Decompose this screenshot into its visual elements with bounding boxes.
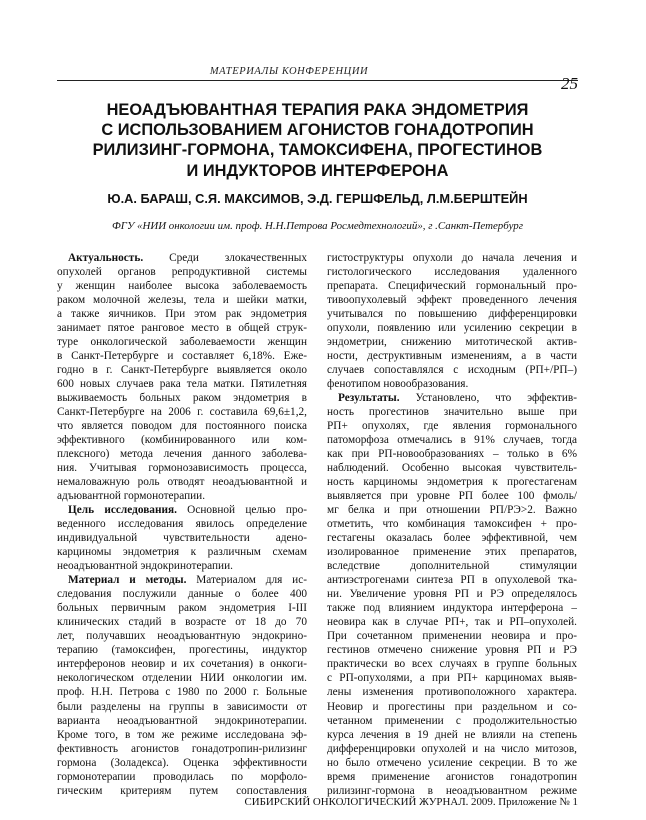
paragraph-line: вследствие дополнительной стимуляции xyxy=(327,560,577,573)
section-heading-aim: Цель исследования. xyxy=(68,504,177,517)
authors: Ю.А. БАРАШ, С.Я. МАКСИМОВ, Э.Д. ГЕРШФЕЛЬД, Л.М.БЕРШТЕЙН xyxy=(107,191,528,206)
paragraph-line: плексного) метода лечения данного заболева- xyxy=(57,448,307,461)
paragraph-line: варианта неоадъювантной эндокринотерапии. xyxy=(57,714,307,727)
paragraph-line: Неовир и прогестины при раздельном и со- xyxy=(327,700,577,713)
title-line: РИЛИЗИНГ-ГОРМОНА, ТАМОКСИФЕНА, ПРОГЕСТИНОВ xyxy=(92,141,543,160)
section-heading-relevance: Актуальность. xyxy=(68,252,144,264)
paragraph-line: гистоструктуры опухоли до начала лечения и xyxy=(327,252,577,264)
paragraph-line: а также яичников. При этом рак эндометрия xyxy=(57,308,307,321)
paragraph-line: следования послужили данные о более 400 xyxy=(57,588,307,601)
paragraph-line: некологическом отделении НИИ онкологии им. xyxy=(57,672,307,685)
paragraph-line: с РП-опухолями, а при РП+ карциномах выяв- xyxy=(327,672,577,685)
paragraph-line: патоморфоза отмечались в 91% случаев, тогда xyxy=(327,434,577,447)
paragraph-line: дифференцировки опухолей и на число митозов, xyxy=(327,742,577,755)
paragraph-line: но было отмечено усиление секреции. В то же xyxy=(327,756,577,769)
paragraph-line: препарата. Специфический гормональный про- xyxy=(327,280,577,293)
paragraph-line: фективность агонистов гонадотропин-рилизинг xyxy=(57,742,307,755)
paragraph-line: опухолей органов репродуктивной системы xyxy=(57,266,307,279)
page-number: 25 xyxy=(561,74,578,93)
paragraph-line: гестинов отмечено снижение уровня РП и РЭ xyxy=(327,644,577,657)
paragraph-line: клинических стадий в возрасте от 18 до 70 xyxy=(57,616,307,629)
paragraph-line: лены изменения противоположного характера. xyxy=(327,686,577,699)
paragraph-line: ности, деструктивным изменениям, а в части xyxy=(327,350,577,363)
paragraph-line: адъювантной гормонотерапии. xyxy=(57,490,206,503)
paragraph-line: ность прогестинов значительно выше при xyxy=(327,406,577,419)
header-divider xyxy=(57,80,578,81)
paragraph-line: отметить, что комбинация тамоксифен + про- xyxy=(327,518,577,531)
paragraph-line: При сочетанном применении неовира и про- xyxy=(327,630,577,643)
section-heading-methods: Материал и методы. xyxy=(68,574,187,587)
paragraph-line: индивидуальной чувствительности адено- xyxy=(57,532,307,545)
paragraph-line: веденного исследования явилось определение xyxy=(57,518,307,531)
paragraph-line: годно в г. Санкт-Петербурге выявляется около xyxy=(57,364,307,377)
paragraph-line: время применение агонистов гонадотропин xyxy=(327,770,577,783)
paragraph-line: в Санкт-Петербурге и составляет 6,18%. Еже- xyxy=(57,350,307,363)
paragraph-line: случаев сопоставлялся с исходным (РП+/РП–) xyxy=(327,364,577,377)
section-heading-results: Результаты. xyxy=(338,392,400,405)
article-title xyxy=(57,100,578,181)
paragraph-line: что является поводом для постоянного поиска xyxy=(57,420,307,433)
paragraph-line: терапию (тамоксифен, прогестины, индуктор xyxy=(57,644,307,657)
paragraph-line: гическим критериям путем сопоставления xyxy=(57,784,307,797)
paragraph-line: гестагены оказалась более эффективной, чем xyxy=(327,532,577,545)
paragraph-line: неовира как в случае РП+, так и РП–опухолей. xyxy=(327,616,577,629)
paragraph-line: Цель исследования. Основной целью про- xyxy=(68,504,307,517)
paragraph-line: наблюдений. Особенно высокая чувствитель- xyxy=(327,462,577,475)
title-line: НЕОАДЪЮВАНТНАЯ ТЕРАПИЯ РАКА ЭНДОМЕТРИЯ xyxy=(106,101,529,119)
paragraph-line: эффективного (комбинированного или ком- xyxy=(57,434,307,447)
paragraph-line: интерферонов неовир и их сочетания) в онкоги- xyxy=(57,658,307,671)
paragraph-line: гормона (Золадекса). Оценка эффективности xyxy=(57,756,307,769)
paragraph-line: антиэстрогенами синтеза РП в опухолевой тка- xyxy=(327,574,577,587)
paragraph-line: как при РП-новообразованиях – только в 6% xyxy=(327,448,577,461)
paragraph-line: изолированное применение этих препаратов, xyxy=(327,546,577,559)
paragraph-line: выживаемость больных раком эндометрия в xyxy=(57,392,307,405)
paragraph-line: Актуальность. Среди злокачественных xyxy=(68,252,307,264)
paragraph-line: мг белка и при отношении РП/РЭ>2. Важно xyxy=(327,504,577,517)
paragraph-line: тивоопухолевый эффект проведенного лечения xyxy=(327,294,577,307)
paragraph-line: гормонотерапии проводилась по морфоло- xyxy=(57,770,307,783)
paragraph-line: неоадъювантной эндокринотерапии. xyxy=(57,560,233,573)
paragraph-line: у женщин наиболее высока заболеваемость xyxy=(57,280,307,293)
paragraph-line: гистологического исследования удаленного xyxy=(327,266,577,279)
paragraph-line: занимает пятое ранговое место в общей струк- xyxy=(57,322,307,335)
paragraph-line: были разделены на группы в зависимости от xyxy=(57,700,307,713)
paragraph-line: учитывался по повышению дифференцировки xyxy=(327,308,577,321)
paragraph-line: туре онкологической заболеваемости женщин xyxy=(57,336,307,349)
paragraph-line: также под влиянием индуктора интерферона – xyxy=(327,602,577,615)
paragraph-line: Материал и методы. Материалом для ис- xyxy=(68,574,307,587)
paragraph-line: выявляется при уровне РП более 100 фмоль/ xyxy=(327,490,577,503)
paragraph-line: карциномы эндометрия к различным схемам xyxy=(57,546,307,559)
paragraph-line: лет, получавших неоадъювантную эндокрино- xyxy=(57,630,307,643)
paragraph-line: немаловажную роль отводят неоадъювантной и xyxy=(57,476,307,489)
paragraph-line: рилизинг-гормона в неоадъювантном режиме xyxy=(327,784,577,797)
paragraph-line: Санкт-Петербурге на 2006 г. составила 69,6±1,2, xyxy=(57,406,307,419)
paragraph-line: проф. Н.Н. Петрова с 1980 по 2000 г. Больные xyxy=(57,686,307,699)
affiliation: ФГУ «НИИ онкологии им. проф. Н.Н.Петрова Росмедтехнологий», г .Санкт-Петербург xyxy=(112,220,523,232)
paragraph-line: больных первичным раком эндометрия I-III xyxy=(57,602,307,615)
paragraph-line: 600 новых случаев рака тела матки. Пятилетняя xyxy=(57,378,307,391)
title-line: И ИНДУКТОРОВ ИНТЕРФЕРОНА xyxy=(186,161,449,180)
journal-footer: СИБИРСКИЙ ОНКОЛОГИЧЕСКИЙ ЖУРНАЛ. 2009. Приложение № 1 xyxy=(244,796,578,808)
paragraph-line: ность карциномы эндометрия к прогестагенам xyxy=(327,476,577,489)
running-head: МАТЕРИАЛЫ КОНФЕРЕНЦИИ xyxy=(209,66,369,77)
paragraph-line: раком молочной железы, тела и шейки матки, xyxy=(57,294,307,307)
paragraph-line: РП+ опухолях, где явления гормонального xyxy=(327,420,577,433)
right-column xyxy=(327,251,577,798)
paragraph-line: ни. Увеличение уровня РП и РЭ определялось xyxy=(327,588,577,601)
paragraph-line: Кроме того, в том же режиме исследована эф- xyxy=(57,728,307,741)
left-column xyxy=(57,251,307,798)
title-line: С ИСПОЛЬЗОВАНИЕМ АГОНИСТОВ ГОНАДОТРОПИН xyxy=(101,121,534,140)
paragraph-line: эндометрии, снижению митотической актив- xyxy=(327,336,577,349)
paragraph-line: Результаты. Установлено, что эффектив- xyxy=(338,392,577,405)
paragraph-line: практически во всех случаях в группе больных xyxy=(327,658,577,671)
paragraph-line: ния. Учитывая гормонозависимость процесса, xyxy=(57,462,307,475)
paragraph-line: четанном применении с продолжительностью xyxy=(327,714,577,727)
paragraph-line: опухоли, появлению или усилению секреции в xyxy=(327,322,577,335)
paragraph-line: фенотипом новообразования. xyxy=(327,378,469,391)
paragraph-line: курса лечения в 19 дней не влияли на степень xyxy=(327,728,577,741)
